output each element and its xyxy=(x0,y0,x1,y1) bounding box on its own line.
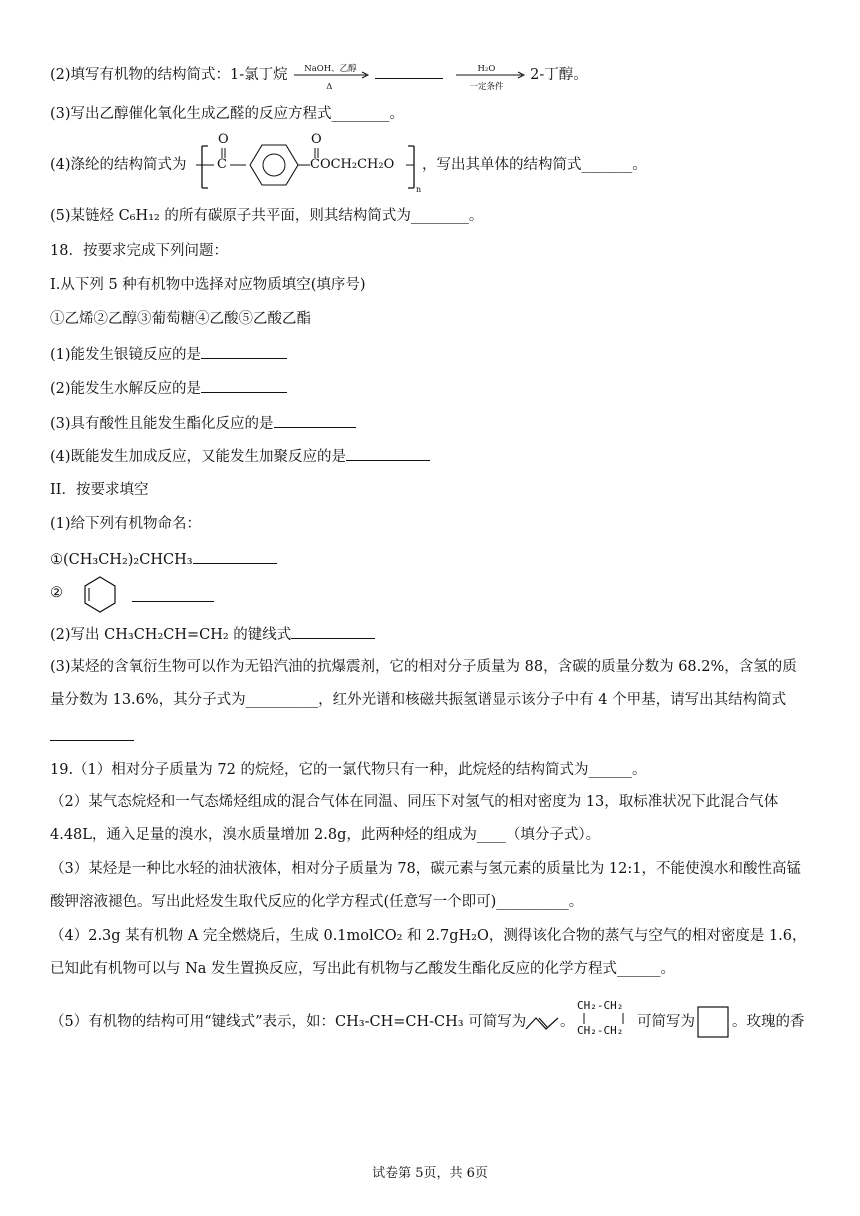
q19-s5-b: 。 xyxy=(560,1014,575,1030)
q19-s5-a: （5）有机物的结构可用“键线式”表示，如：CH₃-CH=CH-CH₃ 可简写为 xyxy=(50,1014,527,1030)
q18-options: ①乙烯②乙醇③葡萄糖④乙酸⑤乙酸乙酯 xyxy=(50,311,311,327)
q17-line4-prefix: (4)涤纶的结构简式为 xyxy=(50,157,187,173)
dacron-o-left: O xyxy=(218,132,229,147)
q18-p3 xyxy=(50,413,356,434)
q18-name2-text: ② xyxy=(50,585,63,601)
dacron-c-left: C xyxy=(217,157,227,172)
q18-name-title: (1)给下列有机物命名： xyxy=(50,516,202,532)
q17-line4-suffix: ，写出其单体的结构简式_______。 xyxy=(422,157,647,173)
q19-s2: （2）某气态烷烃和一气态烯烃组成的混合气体在同温、同压下对氢气的相对密度为 13，取标准状况下此混合气体 4.48L，通入足量的溴水，溴水质量增加 2.8g，此两种烃的组成为____（填分子式）。 xyxy=(50,794,779,843)
q18-p3-text: (3)具有酸性且能发生酯化反应的是 xyxy=(50,416,274,432)
q18-name1 xyxy=(50,549,277,570)
q18-p1-blank[interactable] xyxy=(201,344,287,359)
q18-name2 xyxy=(50,583,63,603)
square-icon xyxy=(697,1006,729,1038)
q18-p4 xyxy=(50,446,430,467)
q17-line3: (3)写出乙醇催化氧化生成乙醛的反应方程式________。 xyxy=(50,106,405,122)
arrow2-top-label: H₂O xyxy=(477,64,496,74)
q18-p3-paragraph: (3)某烃的含氧衍生物可以作为无铅汽油的抗爆震剂，它的相对分子质量为 88，含碳的质量分数为 68.2%，含氢的质量分数为 13.6%，其分子式为__________，红外光谱和核磁共振氢谱显示该分子中有 4 个甲基，请写出其结构简式 xyxy=(50,659,797,708)
q18-p1-text: (1)能发生银镜反应的是 xyxy=(50,347,202,363)
arrow1-top-label: NaOH、乙醇 xyxy=(304,64,357,74)
dacron-structure xyxy=(196,130,422,194)
arrow1-bottom-label: Δ xyxy=(326,82,333,92)
q18-p1 xyxy=(50,344,287,365)
q18-p4-blank[interactable] xyxy=(346,446,430,461)
q17-line2 xyxy=(50,64,588,92)
q19-s5-d: 。玫瑰的香 xyxy=(732,1014,805,1030)
q17-line5: (5)某链烃 C₆H₁₂ 的所有碳原子共平面，则其结构简式为________。 xyxy=(50,208,484,224)
reaction-arrow-1 xyxy=(292,64,370,92)
q19-s3: （3）某烃是一种比水轻的油状液体，相对分子质量为 78，碳元素与氢元素的质量比为 12:1，不能使溴水和酸性高锰酸钾溶液褪色。写出此烃发生取代反应的化学方程式(任意写一个即可)__________。 xyxy=(50,861,801,910)
q18-title: 18．按要求完成下列问题： xyxy=(50,243,228,259)
q19-s5-c: 可简写为 xyxy=(637,1014,695,1030)
q18-name2-blank[interactable] xyxy=(132,587,214,602)
arrow2-bottom-label: 一定条件 xyxy=(469,82,504,92)
q18-p3-structure-blank[interactable] xyxy=(50,726,134,741)
dacron-o-right: O xyxy=(311,132,322,147)
q18-p3-blank[interactable] xyxy=(274,413,356,428)
q18-part2-title: II．按要求填空 xyxy=(50,482,149,498)
q17-l2-suffix: 2-丁醇。 xyxy=(530,67,588,83)
cyclobutane-bottom: CH₂-CH₂ xyxy=(577,1024,624,1037)
q18-p2-blank[interactable] xyxy=(201,378,287,393)
q17-l2-blank[interactable] xyxy=(375,64,443,79)
cyclobutane-structure xyxy=(577,999,633,1039)
q18-p2 xyxy=(50,378,287,399)
q18-name1-text: ①(CH₃CH₂)₂CHCH₃ xyxy=(50,552,193,568)
cyclohexene-icon xyxy=(80,574,120,614)
q19-s1: 19.（1）相对分子质量为 72 的烷烃，它的一氯代物只有一种，此烷烃的结构简式为______。 xyxy=(50,762,647,778)
q18-bond-line-blank[interactable] xyxy=(291,624,375,639)
dacron-n: n xyxy=(416,185,422,194)
page-footer: 试卷第 5页，共 6页 xyxy=(372,1166,488,1181)
q18-p2-text: (2)能发生水解反应的是 xyxy=(50,381,202,397)
cyclobutane-top: CH₂-CH₂ xyxy=(577,999,624,1012)
q18-p4-text: (4)既能发生加成反应，又能发生加聚反应的是 xyxy=(50,449,347,465)
dacron-c-right: COCH₂CH₂O xyxy=(310,157,395,172)
q18-bond-line-text: (2)写出 CH₃CH₂CH=CH₂ 的键线式 xyxy=(50,627,292,643)
q18-part1-title: I.从下列 5 种有机物中选择对应物质填空(填序号) xyxy=(50,277,366,293)
q18-bond-line xyxy=(50,624,375,645)
reaction-arrow-2 xyxy=(454,64,526,92)
butene-bond-line-icon xyxy=(524,1012,560,1032)
q18-name1-blank[interactable] xyxy=(193,549,277,564)
q19-s4: （4）2.3g 某有机物 A 完全燃烧后，生成 0.1molCO₂ 和 2.7gH₂O，测得该化合物的蒸气与空气的相对密度是 1.6，已知此有机物可以与 Na 发生置换反应，写出此有机物与乙酸发生酯化反应的化学方程式______。 xyxy=(50,928,807,977)
q17-l2-prefix: (2)填写有机物的结构简式：1-氯丁烷 xyxy=(50,67,288,83)
